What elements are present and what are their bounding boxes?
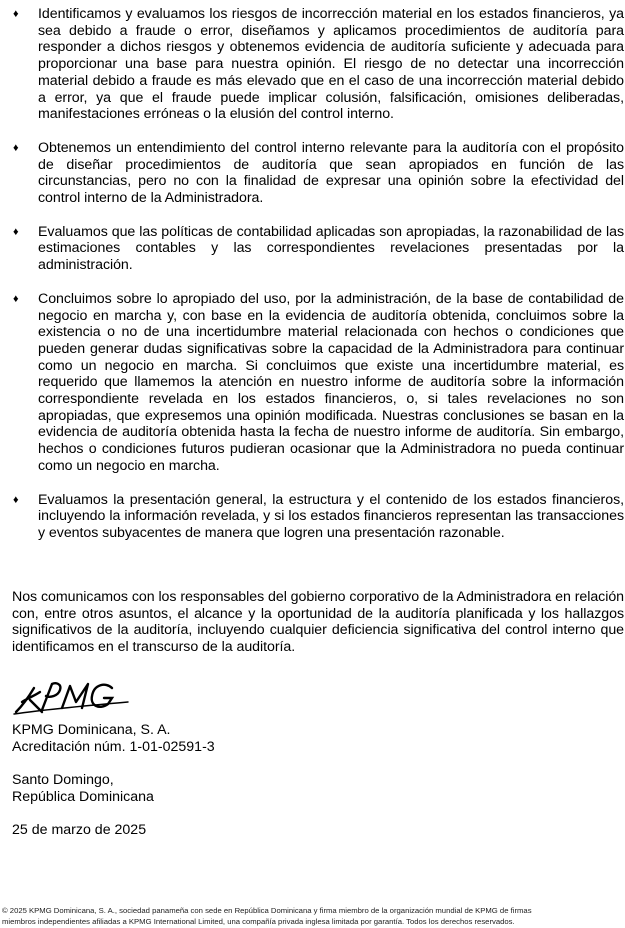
list-item [12,492,624,542]
diamond-bullet-icon: ♦ [13,8,19,20]
bullet-list [12,6,624,559]
footer-line: miembros independientes afiliadas a KPMG International Limited, una compañía privada inglesa limitada por garantía. Todos los derechos reservados. [2,916,515,926]
list-item [12,6,624,123]
report-date: 25 de marzo de 2025 [12,822,147,838]
diamond-bullet-icon: ♦ [13,141,19,154]
firm-name: KPMG Dominicana, S. A. [12,722,171,738]
city: Santo Domingo, [12,772,114,788]
list-item [12,140,624,207]
country: República Dominicana [12,788,154,805]
bullet-text: Identificamos y evaluamos los riesgos de incorrección material en los estados financieros, ya sea debido a fraude o error, diseñamos y aplicamos procedimientos de auditoría para responder a dichos riesgos y obtenemos evidencia de auditoría suficiente y adecuada para proporcionar una base para nuestra opinión. El riesgo de no detectar una incorrección material debido a fraude es más elevado que en el caso de una incorrección material debido a error, ya que el fraude puede implicar colusión, falsificación, omisiones deliberadas, manifestaciones erróneas o la elusión del control interno. [38,6,624,123]
bullet-text: Evaluamos que las políticas de contabilidad aplicadas son apropiadas, la razonabilidad de las estimaciones contables y las correspondientes revelaciones presentadas por la administración. [38,223,624,274]
location-block [12,772,154,805]
diamond-bullet-icon: ♦ [13,225,19,238]
diamond-bullet-icon: ♦ [13,292,19,305]
copyright-footer [2,906,623,927]
accreditation-number: Acreditación núm. 1-01-02591-3 [12,738,215,755]
footer-line: © 2025 KPMG Dominicana, S. A., sociedad panameña con sede en República Dominicana y firma miembro de la organización mundial de KPMG de firmas [2,906,532,915]
bullet-text: Evaluamos la presentación general, la estructura y el contenido de los estados financieros, incluyendo la información revelada, y si los estados financieros representan las transacciones y eventos subyacentes de manera que logren una presentación razonable. [38,491,624,541]
list-item [12,291,624,475]
bullet-text: Obtenemos un entendimiento del control interno relevante para la auditoría con el propósito de diseñar procedimientos de auditoría que sean apropiados en función de las circunstancias, pero no con la finalidad de expresar una opinión sobre la efectividad del control interno de la Administradora. [38,139,624,207]
diamond-bullet-icon: ♦ [13,493,19,506]
bullet-text: Concluimos sobre lo apropiado del uso, por la administración, de la base de contabilidad de negocio en marcha y, con base en la evidencia de auditoría obtenida, concluimos sobre la existencia o no de una incertidumbre material relacionada con hechos o condiciones que pueden generar dudas significativas sobre la capacidad de la Administradora para continuar como un negocio en marcha. Si concluimos que existe una incertidumbre material, es requerido que llamemos la atención en nuestro informe de auditoría sobre la información correspondiente revelada en los estados financieros, o, si tales revelaciones no son apropiadas, que expresemos una opinión modificada. Nuestras conclusiones se basan en la evidencia de auditoría obtenida hasta la fecha de nuestro informe de auditoría. Sin embargo, hechos o condiciones futuros pudieran ocasionar que la Administradora no pueda continuar como un negocio en marcha. [38,290,624,474]
closing-paragraph: Nos comunicamos con los responsables del gobierno corporativo de la Administradora en relación con, entre otros asuntos, el alcance y la oportunidad de la auditoría planificada y los hallazgos significativos de la auditoría, incluyendo cualquier deficiencia significativa del control interno que identificamos en el transcurso de la auditoría. [12,589,625,656]
kpmg-signature [12,676,132,716]
list-item [12,224,624,274]
firm-block [12,722,215,755]
